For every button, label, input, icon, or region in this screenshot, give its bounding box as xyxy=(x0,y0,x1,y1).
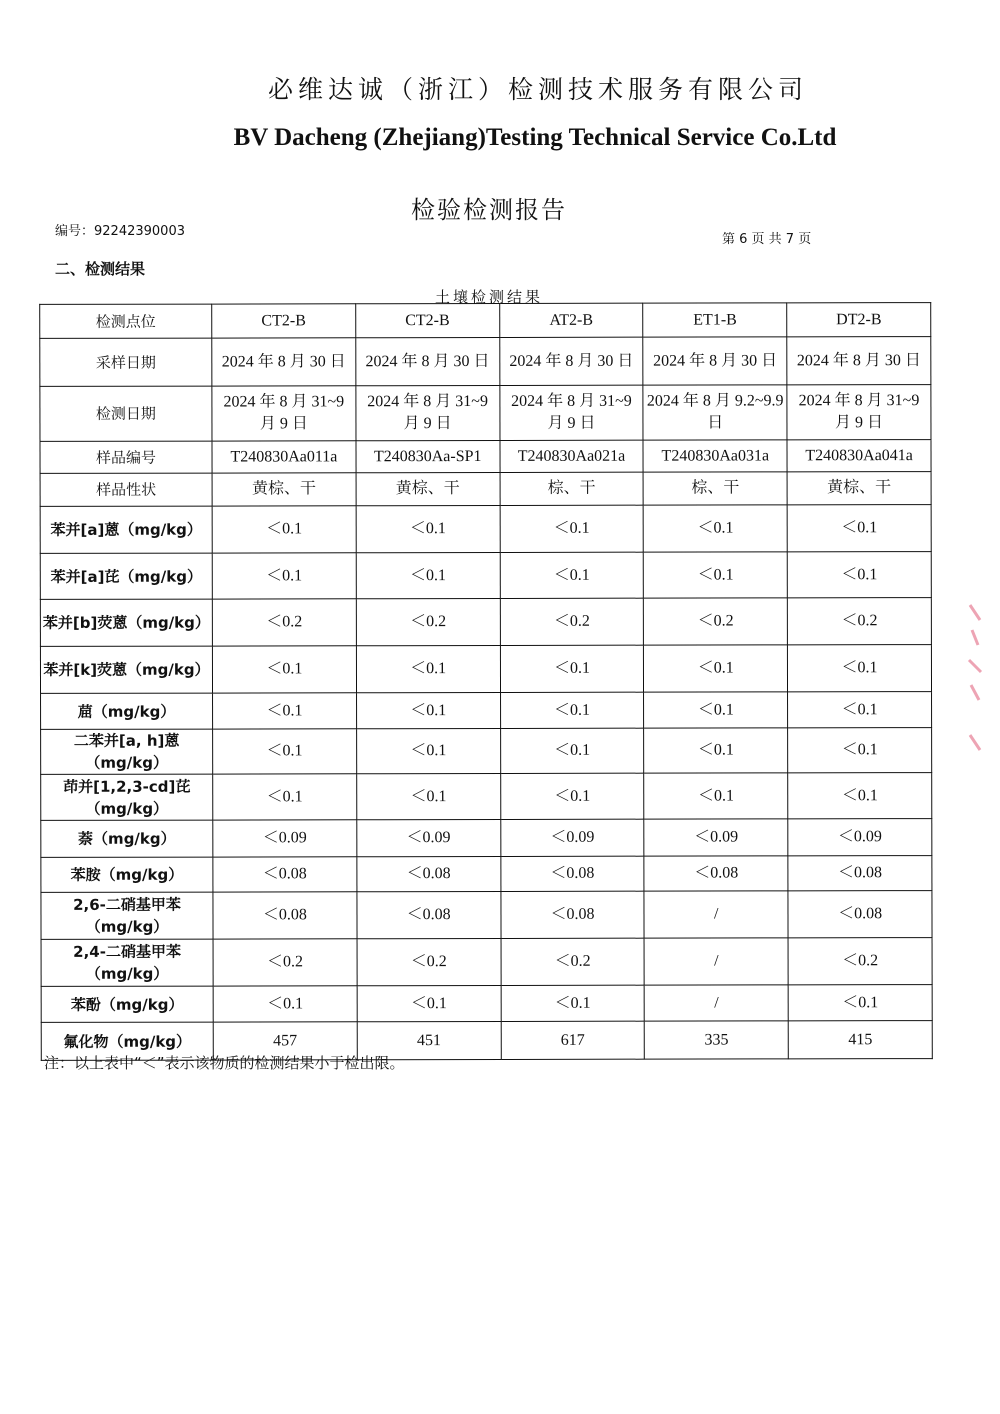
table-cell: 2024 年 8 月 31~9 月 9 日 xyxy=(499,385,643,440)
table-cell: 335 xyxy=(645,1021,789,1059)
table-cell: ＜0.08 xyxy=(644,856,788,891)
table-cell: 黄棕、干 xyxy=(356,472,500,505)
section-heading: 二、检测结果 xyxy=(55,260,146,278)
table-cell: ＜0.2 xyxy=(788,598,932,645)
table-cell: 棕、干 xyxy=(500,472,644,505)
table-cell: ＜0.1 xyxy=(644,773,788,819)
table-cell: / xyxy=(644,938,788,985)
table-cell: ＜0.1 xyxy=(356,692,500,728)
table-cell: 2024 年 8 月 31~9 月 9 日 xyxy=(212,386,356,441)
table-cell: T240830Aa031a xyxy=(643,440,787,472)
table-cell: 2024 年 8 月 30 日 xyxy=(499,337,643,385)
row-label: 䓛（mg/kg） xyxy=(41,693,213,729)
table-cell: ＜0.08 xyxy=(788,891,932,938)
row-label: 苯胺（mg/kg） xyxy=(41,857,213,892)
table-cell: / xyxy=(644,891,788,938)
table-cell: 451 xyxy=(357,1021,501,1059)
table-row xyxy=(41,938,932,987)
report-serial-number: 编号：92242390003 xyxy=(55,224,185,239)
table-cell: ＜0.2 xyxy=(644,598,788,645)
row-label: 样品性状 xyxy=(40,473,212,506)
table-cell: ＜0.1 xyxy=(644,692,788,728)
table-cell: ＜0.2 xyxy=(500,598,644,645)
table-row xyxy=(41,773,932,821)
table-cell: ＜0.1 xyxy=(213,693,357,729)
table-row xyxy=(41,985,932,1023)
table-cell: ＜0.1 xyxy=(787,552,931,598)
table-cell: 黄棕、干 xyxy=(212,473,356,506)
table-cell: 棕、干 xyxy=(643,472,787,505)
table-cell: T240830Aa021a xyxy=(500,440,644,472)
table-cell: ＜0.1 xyxy=(644,505,788,552)
table-cell: ＜0.1 xyxy=(500,552,644,598)
table-cell: / xyxy=(645,985,789,1021)
row-label: 苯并[a]芘（mg/kg） xyxy=(40,553,212,599)
table-row xyxy=(40,505,931,554)
table-cell: T240830Aa-SP1 xyxy=(356,440,500,472)
table-cell: 黄棕、干 xyxy=(787,472,931,505)
table-cell: ＜0.1 xyxy=(788,773,932,819)
table-row xyxy=(41,819,932,858)
table-row xyxy=(41,856,932,893)
table-cell: ＜0.2 xyxy=(213,939,357,986)
table-row xyxy=(40,385,931,442)
seal-stamp-edge xyxy=(966,600,984,760)
company-name-cn: 必维达诚（浙江）检测技术服务有限公司 xyxy=(267,75,808,104)
table-cell: 2024 年 8 月 30 日 xyxy=(643,337,787,385)
table-cell: ＜0.2 xyxy=(501,938,645,985)
table-cell: ＜0.1 xyxy=(788,692,932,728)
table-cell: 2024 年 8 月 30 日 xyxy=(787,337,931,385)
table-cell: 2024 年 8 月 31~9 月 9 日 xyxy=(356,385,500,440)
table-cell: ＜0.1 xyxy=(644,728,788,773)
table-cell: ＜0.1 xyxy=(500,728,644,773)
row-label: 采样日期 xyxy=(40,338,212,386)
table-cell: ＜0.08 xyxy=(500,856,644,891)
table-cell: ＜0.1 xyxy=(644,552,788,598)
table-cell: ＜0.09 xyxy=(500,819,644,856)
table-cell: ＜0.1 xyxy=(788,728,932,773)
table-cell: ＜0.1 xyxy=(787,505,931,552)
table-row xyxy=(40,552,931,600)
table-row xyxy=(40,645,931,694)
table-cell: ＜0.1 xyxy=(356,645,500,692)
row-label: 检测日期 xyxy=(40,386,212,441)
table-cell: ＜0.08 xyxy=(213,892,357,939)
table-cell: ＜0.08 xyxy=(213,857,357,892)
table-cell: ＜0.1 xyxy=(644,645,788,692)
table-cell: ＜0.1 xyxy=(213,986,357,1022)
row-label: 氟化物（mg/kg） xyxy=(41,1022,213,1060)
table-cell: ＜0.08 xyxy=(357,856,501,891)
row-label: 苯酚（mg/kg） xyxy=(41,986,213,1022)
table-cell: ＜0.08 xyxy=(501,891,645,938)
table-cell: ＜0.1 xyxy=(356,552,500,598)
table-cell: ＜0.1 xyxy=(213,729,357,774)
table-cell: ＜0.2 xyxy=(357,938,501,985)
row-label: 二苯并[a, h]蒽（mg/kg） xyxy=(41,729,213,774)
row-label: 苯并[b]荧蒽（mg/kg） xyxy=(40,599,212,646)
company-name-en: BV Dacheng (Zhejiang)Testing Technical Service Co.Ltd xyxy=(233,124,837,151)
table-cell: 617 xyxy=(501,1021,645,1059)
table-cell: ＜0.1 xyxy=(212,553,356,599)
table-cell: T240830Aa041a xyxy=(787,440,931,472)
table-cell: 2024 年 8 月 9.2~9.9 日 xyxy=(643,385,787,440)
table-row xyxy=(40,472,931,507)
table-cell: CT2-B xyxy=(356,303,500,337)
table-cell: ＜0.1 xyxy=(357,985,501,1021)
table-row xyxy=(41,728,932,775)
row-label: 萘（mg/kg） xyxy=(41,820,213,857)
table-cell: ＜0.2 xyxy=(356,598,500,645)
table-cell: ＜0.09 xyxy=(357,819,501,856)
row-label: 苯并[k]荧蒽（mg/kg） xyxy=(40,646,212,693)
table-cell: ＜0.1 xyxy=(213,774,357,820)
table-cell: ET1-B xyxy=(643,303,787,337)
row-label: 样品编号 xyxy=(40,441,212,473)
table-cell: ＜0.08 xyxy=(788,856,932,891)
table-cell: ＜0.1 xyxy=(788,985,932,1021)
table-cell: ＜0.1 xyxy=(500,645,644,692)
table-cell: 2024 年 8 月 30 日 xyxy=(356,337,500,385)
table-cell: DT2-B xyxy=(787,303,931,337)
table-cell: ＜0.1 xyxy=(212,506,356,553)
table-cell: ＜0.1 xyxy=(356,773,500,819)
table-cell: 457 xyxy=(213,1022,357,1060)
table-cell: ＜0.09 xyxy=(644,819,788,856)
row-label: 苯并[a]蒽（mg/kg） xyxy=(40,506,212,553)
soil-results-table xyxy=(39,302,933,1061)
table-caption: 土壤检测结果 xyxy=(434,288,543,306)
table-row xyxy=(40,303,931,339)
table-cell: 2024 年 8 月 31~9 月 9 日 xyxy=(787,385,931,440)
table-cell: ＜0.1 xyxy=(356,728,500,773)
table-row xyxy=(40,440,931,474)
table-cell: ＜0.2 xyxy=(788,938,932,985)
table-cell: ＜0.1 xyxy=(500,505,644,552)
table-cell: T240830Aa011a xyxy=(212,441,356,473)
row-label: 检测点位 xyxy=(40,304,212,338)
page-number: 第 6 页 共 7 页 xyxy=(722,232,812,247)
table-cell: ＜0.1 xyxy=(500,773,644,819)
table-cell: CT2-B xyxy=(212,304,356,338)
table-cell: ＜0.1 xyxy=(356,505,500,552)
table-cell: ＜0.1 xyxy=(788,645,932,692)
row-label: 2,4-二硝基甲苯（mg/kg） xyxy=(41,939,213,986)
table-cell: ＜0.08 xyxy=(357,891,501,938)
report-title: 检验检测报告 xyxy=(411,196,567,224)
table-cell: AT2-B xyxy=(499,303,643,337)
table-row xyxy=(41,692,932,730)
table-cell: 2024 年 8 月 30 日 xyxy=(212,338,356,386)
table-cell: ＜0.1 xyxy=(212,646,356,693)
row-label: 2,6-二硝基甲苯（mg/kg） xyxy=(41,892,213,939)
table-cell: ＜0.2 xyxy=(212,599,356,646)
table-footnote: 注：以上表中“＜”表示该物质的检测结果小于检出限。 xyxy=(44,1054,405,1072)
table-cell: ＜0.1 xyxy=(500,692,644,728)
table-cell: ＜0.09 xyxy=(788,819,932,856)
table-cell: 415 xyxy=(788,1021,932,1059)
table-row xyxy=(40,598,931,647)
row-label: 茚并[1,2,3-cd]芘（mg/kg） xyxy=(41,774,213,820)
table-row xyxy=(40,337,931,387)
table-cell: ＜0.1 xyxy=(501,985,645,1021)
table-cell: ＜0.09 xyxy=(213,820,357,857)
table-row xyxy=(41,891,932,940)
